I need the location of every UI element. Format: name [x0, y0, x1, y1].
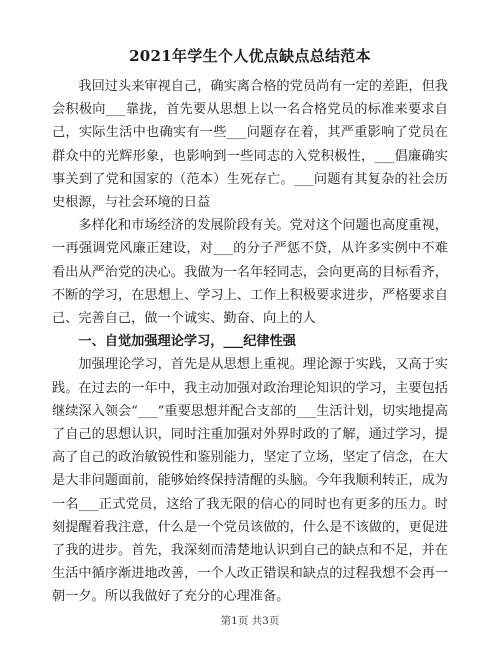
page-number-footer: 第1页 共3页	[220, 615, 280, 627]
body-paragraph-2: 多样化和市场经济的发展阶段有关。党对这个问题也高度重视，一再强调党风廉正建设，对___的分子严惩不贷，从许多实例中不难看出从严治党的决心。我做为一名年轻同志，会向更高的目标看齐，不断的学习，在思想上、学习上、工作上积极要求进步，严格要求自己、完善自己，做一个诚实、勤奋、向上的人	[52, 218, 448, 327]
document-title: 2021年学生个人优点缺点总结范本	[129, 47, 371, 65]
section-paragraph: 加强理论学习，首先是从思想上重视。理论源于实践，又高于实践。在过去的一年中，我主动加强对政治理论知识的学习，主要包括继续深入领会“___”重要思想并配合支部的___生活计划，切实地提高了自己的思想认识，同时注重加强对外界时政的了解，通过学习，提高了自己的政治敏锐性和鉴别能力，坚定了立场，坚定了信念，在大是大非问题面前，能够始终保持清醒的头脑。今年我顺利转正，成为一名___正式党员，这给了我无限的信心的同时也有更多的压力。时刻提醒着我注意，什么是一个党员该做的，什么是不该做的，更促进了我的进步。首先，我深刻而清楚地认识到自己的缺点和不足，并在生活中循序渐进地改善，一个人改正错误和缺点的过程我想不会再一朝一夕。所以我做好了充分的心理准备。	[52, 357, 448, 605]
section-heading: 一、自觉加强理论学习，___纪律性强	[78, 334, 296, 350]
body-paragraph-1: 我回过头来审视自己，确实离合格的党员尚有一定的差距，但我会积极向___靠拢，首先要从思想上以一名合格党员的标准来要求自己，实际生活中也确实有一些___问题存在着，其严重影响了党员在群众中的光辉形象，也影响到一些同志的入党积极性，___倡廉确实事关到了党和国家的（范本）生死存亡。___问题有其复杂的社会历史根源，与社会环境的日益	[52, 79, 448, 211]
